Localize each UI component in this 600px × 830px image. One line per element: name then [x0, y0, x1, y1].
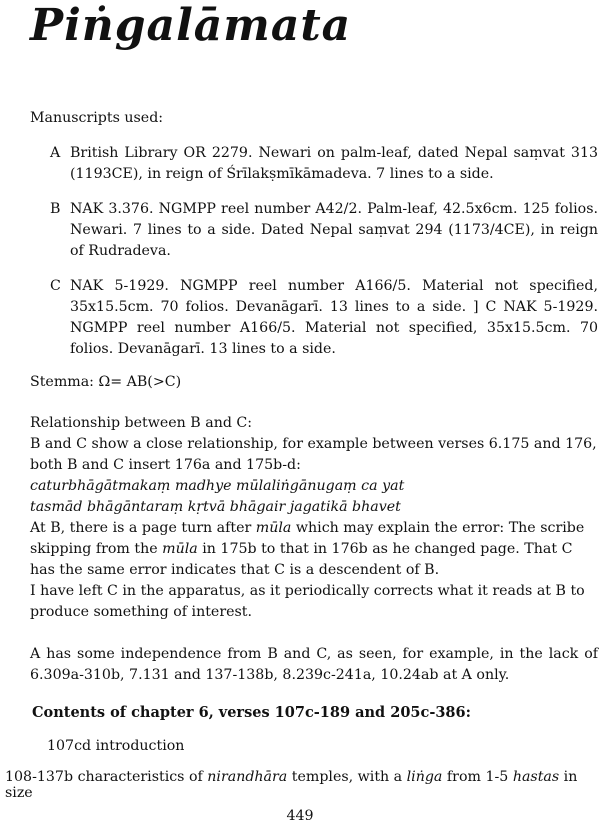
contents-row: [5, 769, 600, 801]
manuscripts-heading: Manuscripts used:: [30, 110, 164, 126]
verse-line: tasmād bhāgāntaraṃ kṛtvā bhāgair jagatikā bhavet: [30, 499, 401, 515]
verse-ref: 108-137b: [5, 769, 74, 785]
term-italic: mūla: [162, 541, 198, 557]
contents-row: [47, 738, 184, 754]
relationship-section: [30, 413, 598, 623]
contents-desc: [5, 769, 577, 801]
text-run: characteristics of: [77, 769, 208, 785]
text-run: in 175b to that in 176b as he changed page. That C has the same error indicates that C is a descendent of B.: [30, 541, 573, 578]
document-body: [30, 108, 598, 686]
manuscript-text: NAK 3.376. NGMPP reel number A42/2. Palm-leaf, 42.5x6cm. 125 folios. Newari. 7 lines to a side. Dated Nepal saṃvat 294 (1173/4CE), in reign of Rudradeva.: [70, 201, 598, 259]
text-run: temples, with a: [287, 769, 407, 785]
page-number: 449: [286, 808, 314, 824]
term-italic: mūla: [255, 520, 292, 536]
manuscript-entry-c: [30, 276, 598, 360]
manuscript-key: A: [50, 145, 61, 161]
relationship-heading: Relationship between B and C:: [30, 415, 253, 431]
contents-heading: Contents of chapter 6, verses 107c-189 and 205c-386:: [32, 704, 471, 721]
relationship-text: B and C show a close relationship, for example between verses 6.175 and 176, both B and C insert 176a and 175b-d:: [30, 436, 597, 473]
term-italic: hastas: [512, 769, 560, 785]
manuscript-text: NAK 5-1929. NGMPP reel number A166/5. Material not specified, 35x15.5cm. 70 folios. Devanāgarī. 13 lines to a side. ] C NAK 5-1929. NGMPP reel number A166/5. Material not specified, 35x15.5cm. 70 folios. Devanāgarī. 13 lines to a side.: [70, 278, 598, 357]
term-italic: nirandhāra: [207, 769, 288, 785]
verse-line: caturbhāgātmakaṃ madhye mūlaliṅgānugaṃ ca yat: [30, 478, 405, 494]
manuscript-entry-a: [30, 143, 598, 185]
apparatus-note: I have left C in the apparatus, as it periodically corrects what it reads at B to produce something of interest.: [30, 583, 585, 620]
chapter-title: Piṅgalāmata: [30, 0, 352, 51]
text-run: which may explain the error: The scribe skipping from the: [30, 520, 585, 557]
verse-ref: 107cd: [47, 738, 92, 754]
term-italic: liṅga: [406, 769, 443, 785]
independence-paragraph: A has some independence from B and C, as seen, for example, in the lack of 6.309a-310b, 7.131 and 137-138b, 8.239c-241a, 10.24ab at A only.: [30, 646, 598, 683]
manuscript-key: B: [50, 201, 61, 217]
text-run: from 1-5: [442, 769, 513, 785]
manuscript-entry-b: [30, 199, 598, 262]
stemma: Stemma: Ω= AB(>C): [30, 374, 182, 390]
page-turn-paragraph: [30, 518, 598, 581]
text-run: in size: [5, 769, 578, 801]
contents-desc: introduction: [95, 738, 185, 754]
manuscript-key: C: [50, 278, 61, 294]
manuscript-text: British Library OR 2279. Newari on palm-leaf, dated Nepal saṃvat 313 (1193CE), in reign of Śrīlakṣmīkāmadeva. 7 lines to a side.: [70, 145, 598, 182]
text-run: At B, there is a page turn after: [30, 520, 256, 536]
